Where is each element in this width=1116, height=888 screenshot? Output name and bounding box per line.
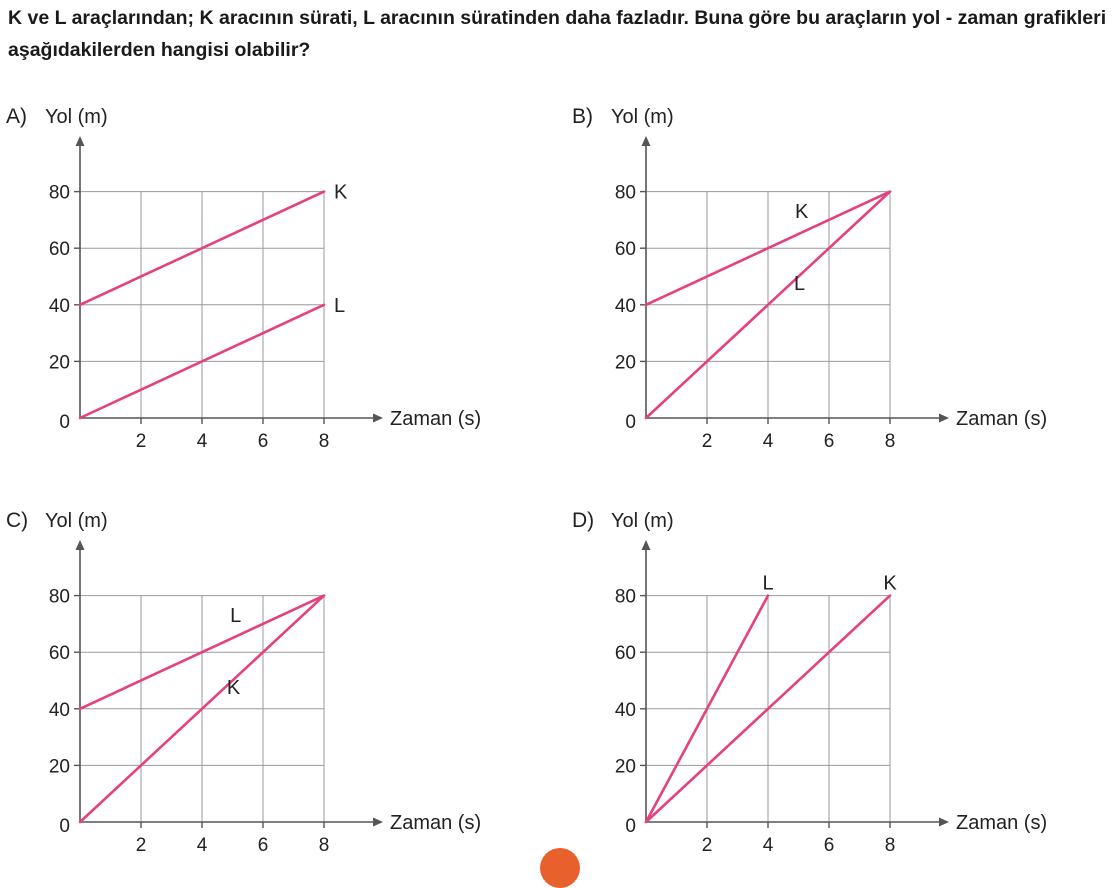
chart-svg [0,98,540,452]
y-axis-arrow-icon [642,540,651,550]
y-tick-label: 80 [614,182,636,204]
y-tick-label: 80 [48,586,70,608]
option-letter: D) [572,509,595,532]
series-label: L [794,273,806,296]
y-tick-label: 20 [614,756,636,778]
x-tick-label: 6 [823,835,835,856]
series-label: L [334,294,346,317]
series-label: K [334,181,348,204]
y-tick-label: 20 [48,352,70,374]
x-tick-label: 2 [135,431,147,452]
question-text: K ve L araçlarından; K aracının sürati, L aracının süratinden daha fazladır. Buna göre bu araçların yol - zaman grafikleri aşağıdakilerden hangisi olabilir? [8,7,1107,61]
y-tick-label: 40 [48,295,70,317]
x-tick-label: 8 [318,431,330,452]
x-axis-arrow-icon [373,414,383,423]
option-c-chart[interactable] [0,502,540,856]
option-b-chart[interactable] [566,98,1106,452]
y-tick-label: 0 [59,816,70,837]
y-tick-label: 0 [625,412,636,433]
x-axis-arrow-icon [939,818,949,827]
option-a-chart[interactable] [0,98,540,452]
x-tick-label: 4 [762,431,774,452]
y-tick-label: 60 [48,239,70,261]
x-tick-label: 4 [196,431,208,452]
x-axis-title: Zaman (s) [390,408,482,430]
y-tick-label: 60 [614,643,636,665]
x-axis-arrow-icon [939,414,949,423]
x-axis-title: Zaman (s) [956,408,1048,430]
y-axis-arrow-icon [76,540,85,550]
option-letter: A) [6,105,27,128]
chart-svg [566,502,1106,856]
y-axis-arrow-icon [642,136,651,146]
y-axis-arrow-icon [76,136,85,146]
y-tick-label: 40 [614,295,636,317]
series-label: K [883,572,897,595]
y-axis-title: Yol (m) [611,106,674,128]
x-axis-title: Zaman (s) [390,812,482,834]
y-axis-title: Yol (m) [611,510,674,532]
y-tick-label: 40 [614,699,636,721]
y-tick-label: 20 [48,756,70,778]
series-label: K [794,200,809,223]
x-axis-arrow-icon [373,818,383,827]
x-tick-label: 2 [135,835,147,856]
y-tick-label: 40 [48,699,70,721]
y-tick-label: 80 [48,182,70,204]
y-tick-label: 0 [59,412,70,433]
option-d-chart[interactable] [566,502,1106,856]
x-tick-label: 2 [701,835,713,856]
page-marker-dot [540,848,580,888]
series-label: L [230,604,242,627]
y-tick-label: 60 [614,239,636,261]
x-tick-label: 6 [823,431,835,452]
x-tick-label: 4 [196,835,208,856]
x-tick-label: 2 [701,431,713,452]
y-tick-label: 60 [48,643,70,665]
x-tick-label: 8 [318,835,330,856]
x-axis-title: Zaman (s) [956,812,1048,834]
x-tick-label: 6 [257,431,269,452]
chart-svg [566,98,1106,452]
x-tick-label: 4 [762,835,774,856]
series-label: K [226,677,241,700]
y-tick-label: 80 [614,586,636,608]
chart-svg [0,502,540,856]
x-tick-label: 8 [884,835,896,856]
y-axis-title: Yol (m) [45,510,108,532]
x-tick-label: 8 [884,431,896,452]
option-letter: C) [6,509,29,532]
y-axis-title: Yol (m) [45,106,108,128]
y-tick-label: 20 [614,352,636,374]
option-letter: B) [572,105,593,128]
y-tick-label: 0 [625,816,636,837]
series-label: L [762,572,774,595]
x-tick-label: 6 [257,835,269,856]
